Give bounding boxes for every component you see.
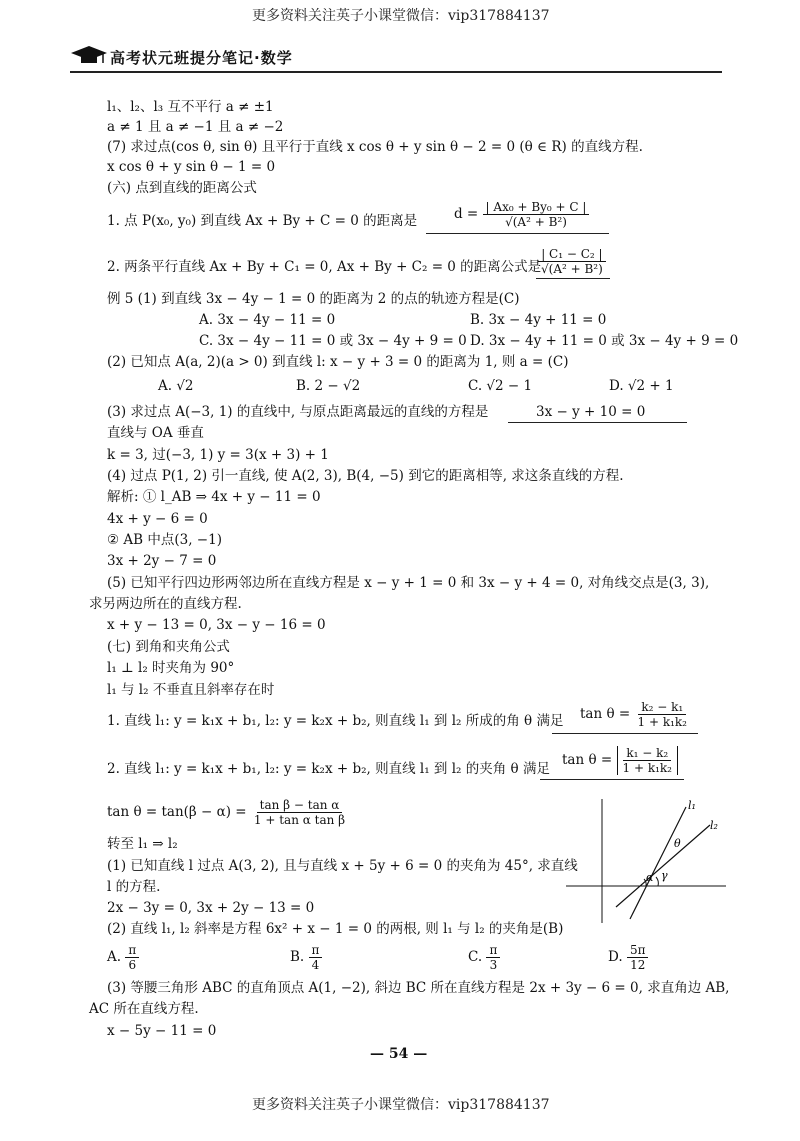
fraction	[635, 700, 690, 729]
formula-lhs: tan θ =	[580, 706, 631, 722]
label-theta: θ	[674, 837, 681, 850]
text-line: (3) 等腰三角形 ABC 的直角顶点 A(1, −2), 斜边 BC 所在直线方程是 2x + 3y − 6 = 0, 求直角边 AB,	[107, 980, 730, 996]
choice-d	[608, 943, 648, 972]
text-line: (5) 已知平行四边形两邻边所在直线方程是 x − y + 1 = 0 和 3x − y + 4 = 0, 对角线交点是(3, 3),	[107, 575, 710, 591]
label-l1: l₁	[688, 799, 696, 812]
formula-to-angle	[552, 700, 698, 734]
fraction	[627, 943, 649, 972]
text-line: 1. 点 P(x₀, y₀) 到直线 Ax + By + C = 0 的距离是	[107, 213, 418, 229]
fraction	[538, 247, 606, 276]
fraction	[620, 746, 675, 775]
text-line: 1. 直线 l₁: y = k₁x + b₁, l₂: y = k₂x + b₂, 则直线 l₁ 到 l₂ 所成的角 θ 满足	[107, 713, 564, 729]
text-line: 4x + y − 6 = 0	[107, 511, 208, 527]
text-line: AC 所在直线方程.	[89, 1001, 199, 1017]
text-line: x − 5y − 11 = 0	[107, 1023, 217, 1039]
fraction-numerator: | C₁ − C₂ |	[538, 247, 605, 262]
text-line: l₁ ⊥ l₂ 时夹角为 90°	[107, 660, 235, 676]
gamma-arc	[656, 877, 658, 886]
label-gamma: γ	[661, 869, 668, 882]
choice-d: D. √2 + 1	[609, 378, 674, 394]
absolute-value	[617, 746, 678, 775]
line-l1	[630, 807, 686, 919]
fraction-denominator: 1 + k₁k₂	[637, 715, 687, 729]
fraction-denominator: 3	[489, 958, 498, 972]
choice-c	[468, 943, 500, 972]
fraction-numerator: π	[309, 943, 323, 958]
fraction-denominator: 12	[630, 958, 646, 972]
fraction-denominator: 1 + tan α tan β	[253, 813, 346, 827]
text-line: 直线与 OA 垂直	[107, 425, 204, 441]
text-line: 求另两边所在的直线方程.	[89, 596, 242, 612]
fraction-numerator: π	[125, 943, 139, 958]
choice-label: C.	[468, 949, 483, 965]
text-line: l₁、l₂、l₃ 互不平行 a ≠ ±1	[107, 99, 274, 115]
section-heading: (六) 点到直线的距离公式	[107, 180, 257, 196]
choice-label: D.	[608, 949, 623, 965]
fraction-denominator: 1 + k₁k₂	[622, 761, 672, 775]
text-line: 2x − 3y = 0, 3x + 2y − 13 = 0	[107, 900, 315, 916]
formula-included-angle	[540, 746, 684, 780]
fraction-numerator: | Ax₀ + By₀ + C |	[483, 200, 590, 215]
formula-lhs: tan θ =	[562, 752, 613, 768]
page-number: — 54 —	[370, 1046, 428, 1062]
angle-diagram	[560, 795, 730, 925]
fraction-denominator: √(A² + B²)	[541, 262, 603, 276]
choice-label: B.	[290, 949, 305, 965]
fraction-numerator: 5π	[627, 943, 649, 958]
text-line: (2) 直线 l₁, l₂ 斜率是方程 6x² + x − 1 = 0 的两根, 则 l₁ 与 l₂ 的夹角是(B)	[107, 921, 564, 937]
fraction	[251, 798, 348, 827]
fraction-denominator: √(A² + B²)	[505, 215, 567, 229]
choice-c: C. √2 − 1	[468, 378, 533, 394]
header-title: 高考状元班提分笔记·数学	[110, 49, 293, 67]
answer-value: 3x − y + 10 = 0	[508, 403, 687, 423]
fraction-numerator: k₁ − k₂	[623, 746, 671, 761]
fraction	[309, 943, 323, 972]
text-line: (3) 求过点 A(−3, 1) 的直线中, 与原点距离最远的直线的方程是	[107, 404, 489, 420]
answer-blank	[508, 403, 687, 423]
text-line: (7) 求过点(cos θ, sin θ) 且平行于直线 x cos θ + y sin θ − 2 = 0 (θ ∈ R) 的直线方程.	[107, 139, 643, 155]
text-line: 2. 直线 l₁: y = k₁x + b₁, l₂: y = k₂x + b₂, 则直线 l₁ 到 l₂ 的夹角 θ 满足	[107, 761, 550, 777]
choice-d: D. 3x − 4y + 11 = 0 或 3x − 4y + 9 = 0	[470, 333, 739, 349]
choice-b: B. 3x − 4y + 11 = 0	[470, 312, 607, 328]
formula-parallel-distance	[536, 247, 610, 279]
text-line: k = 3, 过(−3, 1) y = 3(x + 3) + 1	[107, 447, 329, 463]
fraction	[486, 943, 500, 972]
formula-lhs: d =	[454, 206, 479, 222]
example-heading: 例 5 (1) 到直线 3x − 4y − 1 = 0 的距离为 2 的点的轨迹方程是(C)	[107, 291, 520, 307]
choice-a: A. 3x − 4y − 11 = 0	[199, 312, 336, 328]
choice-label: A.	[107, 949, 122, 965]
text-line: (4) 过点 P(1, 2) 引一直线, 使 A(2, 3), B(4, −5) 到它的距离相等, 求这条直线的方程.	[107, 468, 624, 484]
text-line: (1) 已知直线 l 过点 A(3, 2), 且与直线 x + 5y + 6 = 0 的夹角为 45°, 求直线	[107, 858, 578, 874]
formula-lhs: tan θ = tan(β − α) =	[107, 804, 247, 820]
text-line: ② AB 中点(3, −1)	[107, 532, 222, 548]
text-line: 转至 l₁ ⇒ l₂	[107, 836, 178, 852]
watermark-top: 更多资料关注英子小课堂微信：vip317884137	[252, 8, 550, 24]
choice-a: A. √2	[158, 378, 194, 394]
text-line: x cos θ + y sin θ − 1 = 0	[107, 159, 276, 175]
formula-point-line-distance	[426, 200, 609, 234]
graduation-cap-icon	[70, 44, 108, 70]
fraction-numerator: k₂ − k₁	[638, 700, 686, 715]
fraction	[125, 943, 139, 972]
text-line: a ≠ 1 且 a ≠ −1 且 a ≠ −2	[107, 119, 284, 135]
fraction-denominator: 6	[128, 958, 137, 972]
choice-b	[290, 943, 322, 972]
fraction	[483, 200, 590, 229]
text-line: (2) 已知点 A(a, 2)(a > 0) 到直线 l: x − y + 3 = 0 的距离为 1, 则 a = (C)	[107, 354, 569, 370]
fraction-numerator: tan β − tan α	[257, 798, 343, 813]
formula-tan-difference	[107, 798, 348, 827]
text-line: 解析: ① l_AB ⇒ 4x + y − 11 = 0	[107, 489, 321, 505]
section-heading: (七) 到角和夹角公式	[107, 639, 230, 655]
choice-a	[107, 943, 139, 972]
text-line: 2. 两条平行直线 Ax + By + C₁ = 0, Ax + By + C₂ = 0 的距离公式是	[107, 259, 542, 275]
choice-b: B. 2 − √2	[296, 378, 361, 394]
fraction-denominator: 4	[311, 958, 320, 972]
header-rule	[70, 71, 722, 73]
label-alpha: α	[646, 871, 654, 884]
watermark-bottom: 更多资料关注英子小课堂微信：vip317884137	[252, 1097, 550, 1113]
line-l2	[616, 825, 710, 907]
text-line: l 的方程.	[107, 879, 161, 895]
fraction-numerator: π	[486, 943, 500, 958]
choice-c: C. 3x − 4y − 11 = 0 或 3x − 4y + 9 = 0	[199, 333, 467, 349]
label-l2: l₂	[710, 819, 718, 832]
text-line: x + y − 13 = 0, 3x − y − 16 = 0	[107, 617, 326, 633]
text-line: l₁ 与 l₂ 不垂直且斜率存在时	[107, 682, 275, 698]
text-line: 3x + 2y − 7 = 0	[107, 553, 217, 569]
